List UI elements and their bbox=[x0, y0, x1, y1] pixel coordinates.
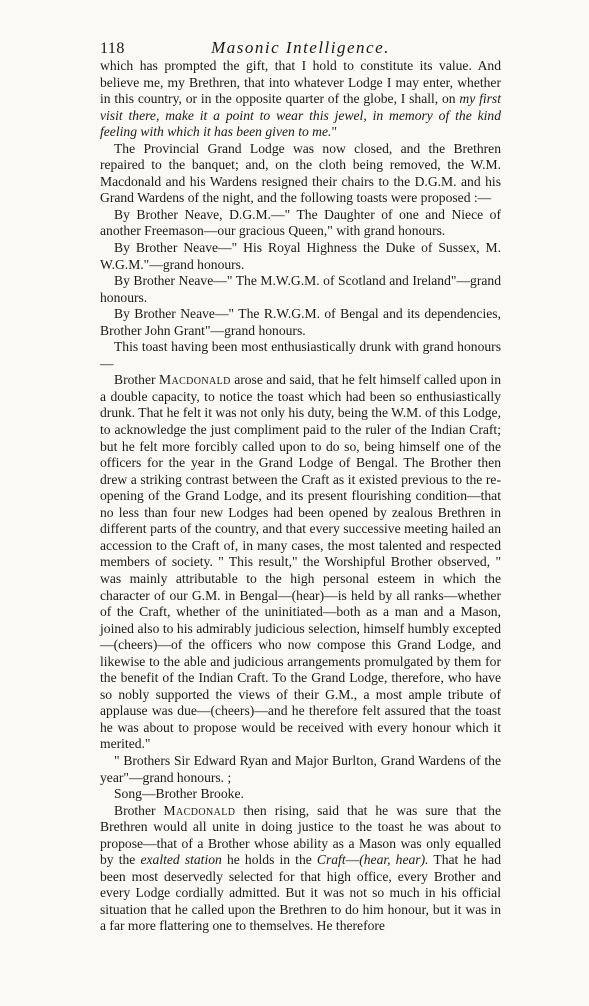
text-run: By Brother Neave, D.G.M.—" The Daughter of one and Niece of another Freemason—our gracious Queen," with grand honours. bbox=[100, 206, 501, 239]
paragraph bbox=[100, 339, 501, 372]
text-run: By Brother Neave—" The M.W.G.M. of Scotland and Ireland"—grand honours. bbox=[100, 273, 501, 305]
text-run: By Brother Neave—" The R.W.G.M. of Bengal and its dependencies, Brother John Grant"—grand honours. bbox=[100, 306, 501, 338]
paragraph bbox=[100, 58, 501, 141]
text-run: arose and said, that he felt himself called upon in a double capacity, to notice the toast which had been so enthusiastically drunk. That he felt it was not only his duty, being the W.M. of this Lodge, to acknowledge the just compliment paid to the ruler of the Indian Craft; but he felt more forcibly called upon to do so, being himself one of the officers for the year in the Grand Lodge of Bengal. The Brother then drew a striking contrast between the Craft as it existed previous to the re-opening of the Grand Lodge, and its present flourishing condition—that no less than four new Lodges had been opened by zealous Brethren in different parts of the country, and that every successive meeting hailed an accession to the Craft of, in many cases, the most talented and respected members of society. " This result," the Worshipful Brother observed, " was mainly attributable to the high personal esteem in which the character of our G.M. in Bengal—(hear)—is held by all ranks—whether of the Craft, whether of the uninitiated—both as a man and a Mason, joined also to his admirably judicious selection, himself humbly excepted—(cheers)—of the officers who now compose this Grand Lodge, and likewise to the able and judicious arrangements promulgated by them for the benefit of the Indian Craft. To the Grand Lodge, therefore, who have so nobly supported the views of their G.M., a most ample tribute of applause was due—(cheers)—and he therefore felt assured that the toast he was about to propose would be received with every honour which it merited." bbox=[100, 372, 501, 752]
text-run: " Brothers Sir Edward Ryan and Major Burlton, Grand Wardens of the year"—grand honours. ; bbox=[100, 752, 501, 785]
text-run: " bbox=[331, 124, 337, 140]
page-header bbox=[100, 0, 501, 58]
paragraph bbox=[100, 273, 501, 306]
paragraph bbox=[100, 306, 501, 339]
text-run: The Provincial Grand Lodge was now closed, and the Brethren repaired to the banquet; and, on the cloth being removed, the W.M. Macdonald and his Wardens resigned their chairs to the D.G.M. and his Grand Wardens of the night, and the following toasts were proposed :— bbox=[100, 140, 501, 206]
italic-text: my first visit there, make it a point to wear this jewel, in memory of the kind feeling with which it has been given to me. bbox=[100, 91, 501, 140]
text-run: which has prompted the gift, that I hold to constitute its value. And believe me, my Brethren, that into whatever Lodge I may enter, whether in this country, or in the opposite quarter of the globe, I shall, on bbox=[100, 58, 501, 107]
text-run: Brother bbox=[114, 802, 164, 818]
italic-text: Craft bbox=[316, 852, 346, 868]
small-caps-name: Macdonald bbox=[158, 372, 231, 388]
paragraph bbox=[100, 141, 501, 207]
italic-text: (hear, hear). bbox=[359, 852, 429, 868]
paragraph bbox=[100, 803, 501, 935]
paragraph bbox=[100, 786, 501, 803]
article-body bbox=[100, 58, 501, 935]
text-run: — bbox=[345, 852, 360, 868]
paragraph bbox=[100, 207, 501, 240]
paragraph bbox=[100, 753, 501, 786]
text-run: he holds in the bbox=[221, 852, 317, 868]
page-number: 118 bbox=[100, 40, 125, 57]
italic-text: exalted station bbox=[140, 852, 222, 868]
text-run: By Brother Neave—" His Royal Highness the Duke of Sussex, M. W.G.M."—grand honours. bbox=[100, 240, 501, 272]
paragraph bbox=[100, 240, 501, 273]
paragraph bbox=[100, 372, 501, 753]
text-run: then rising, said that he was sure that the Brethren would all unite in doing justice to the toast he was about to propose—that of a Brother whose ability as a Mason was only equalled by the bbox=[100, 802, 501, 868]
running-title: Masonic Intelligence. bbox=[211, 38, 390, 57]
text-run: That he had been most deservedly selected for that high office, every Brother and every Lodge cordially admitted. But it was not so much in his official situation that he called upon the Brethren to do him honour, but it was in a far more flattering one to themselves. He therefore bbox=[100, 852, 501, 934]
text-run: Song—Brother Brooke. bbox=[114, 786, 244, 802]
text-run: Brother bbox=[114, 372, 159, 388]
small-caps-name: Macdonald bbox=[163, 802, 236, 818]
text-run: This toast having been most enthusiastically drunk with grand honours— bbox=[100, 339, 501, 371]
